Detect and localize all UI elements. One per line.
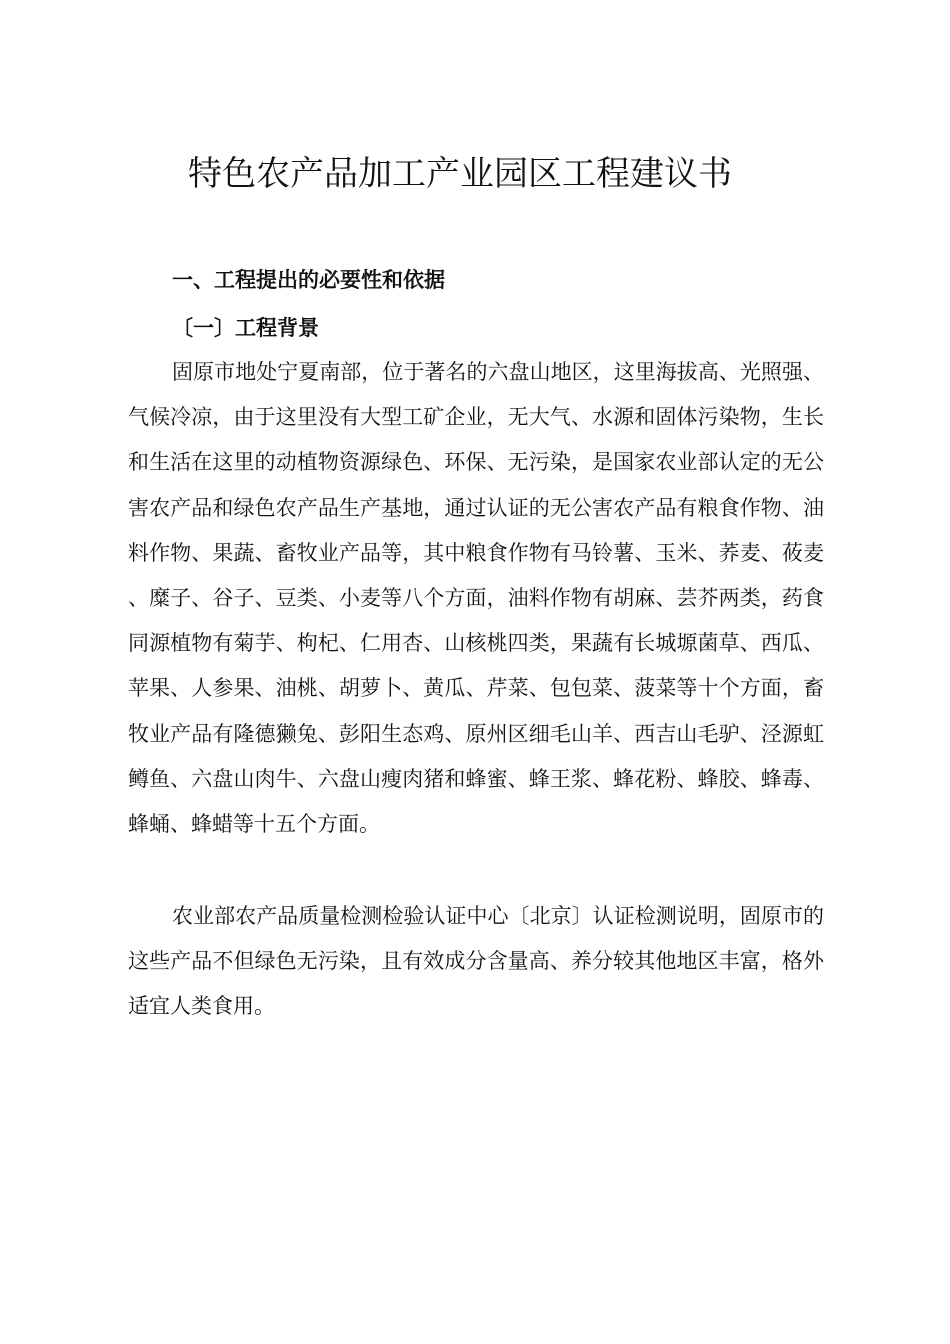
document-title: 特色农产品加工产业园区工程建议书 — [188, 154, 732, 194]
body-paragraph-1: 固原市地处宁夏南部，位于著名的六盘山地区，这里海拔高、光照强、气候冷凉，由于这里没有大型工矿企业，无大气、水源和固体污染物，生长和生活在这里的动植物资源绿色、环保、无污染，是国家农业部认定的无公害农产品和绿色农产品生产基地，通过认证的无公害农产品有粮食作物、油料作物、果蔬、畜牧业产品等，其中粮食作物有马铃薯、玉米、荞麦、莜麦、糜子、谷子、豆类、小麦等八个方面，油料作物有胡麻、芸芥两类，药食同源植物有菊芋、枸杞、仁用杏、山核桃四类，果蔬有长城塬菌草、西瓜、苹果、人参果、油桃、胡萝卜、黄瓜、芹菜、包包菜、菠菜等十个方面，畜牧业产品有隆德獭兔、彭阳生态鸡、原州区细毛山羊、西吉山毛驴、泾源虹鳟鱼、六盘山肉牛、六盘山瘦肉猪和蜂蜜、蜂王浆、蜂花粉、蜂胶、蜂毒、蜂蛹、蜂蜡等十五个方面。 — [128, 360, 824, 837]
body-paragraph-2: 农业部农产品质量检测检验认证中心〔北京〕认证检测说明，固原市的这些产品不但绿色无污染，且有效成分含量高、养分较其他地区丰富，格外适宜人类食用。 — [128, 904, 824, 1019]
subsection-heading: 〔一〕工程背景 — [172, 316, 319, 340]
section-heading: 一、工程提出的必要性和依据 — [172, 268, 445, 292]
